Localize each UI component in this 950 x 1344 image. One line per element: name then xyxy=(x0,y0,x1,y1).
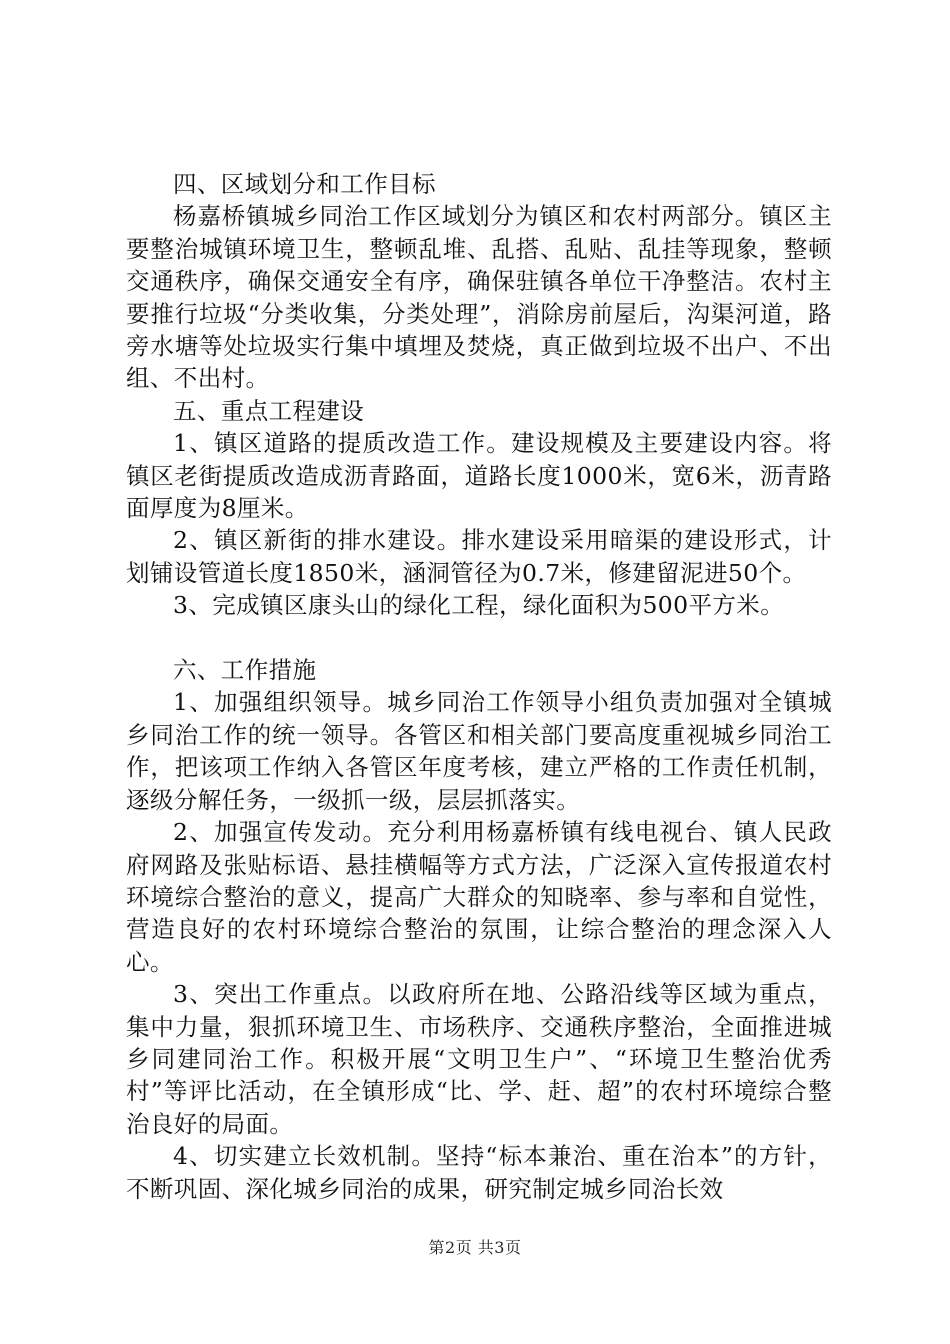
blank-line xyxy=(126,622,832,654)
body-paragraph: 2、镇区新街的排水建设。排水建设采用暗渠的建设形式，计划铺设管道长度1850米，涵洞管径为0.7米，修建留泥进50个。 xyxy=(126,526,832,587)
body-paragraph: 4、切实建立长效机制。坚持“标本兼治、重在治本”的方针，不断巩固、深化城乡同治的成果，研究制定城乡同治长效 xyxy=(126,1142,832,1203)
body-paragraph: 3、完成镇区康头山的绿化工程，绿化面积为500平方米。 xyxy=(173,591,785,620)
section-heading-4: 四、区域划分和工作目标 xyxy=(173,170,436,198)
body-paragraph: 杨嘉桥镇城乡同治工作区域划分为镇区和农村两部分。镇区主要整治城镇环境卫生，整顿乱堆、乱搭、乱贴、乱挂等现象，整顿交通秩序，确保交通安全有序，确保驻镇各单位干净整洁。农村主要推行垃圾“分类收集，分类处理”，消除房前屋后，沟渠河道，路旁水塘等处垃圾实行集中填埋及焚烧，真正做到垃圾不出户、不出组、不出村。 xyxy=(126,202,832,393)
body-paragraph: 1、镇区道路的提质改造工作。建设规模及主要建设内容。将镇区老街提质改造成沥青路面，道路长度1000米，宽6米，沥青路面厚度为8厘米。 xyxy=(126,429,832,523)
section-heading-5: 五、重点工程建设 xyxy=(173,396,365,425)
section-heading-6: 六、工作措施 xyxy=(173,656,317,685)
body-paragraph: 2、加强宣传发动。充分利用杨嘉桥镇有线电视台、镇人民政府网路及张贴标语、悬挂横幅等方式方法，广泛深入宣传报道农村环境综合整治的意义，提高广大群众的知晓率、参与率和自觉性，营造良好的农村环境综合整治的氛围，让综合整治的理念深入人心。 xyxy=(126,818,832,976)
document-body xyxy=(126,168,832,1205)
body-paragraph: 1、加强组织领导。城乡同治工作领导小组负责加强对全镇城乡同治工作的统一领导。各管区和相关部门要高度重视城乡同治工作，把该项工作纳入各管区年度考核，建立严格的工作责任机制，逐级分解任务，一级抓一级，层层抓落实。 xyxy=(126,688,832,814)
body-paragraph: 3、突出工作重点。以政府所在地、公路沿线等区域为重点，集中力量，狠抓环境卫生、市场秩序、交通秩序整治，全面推进城乡同建同治工作。积极开展“文明卫生户”、“环境卫生整治优秀村”等评比活动，在全镇形成“比、学、赶、超”的农村环境综合整治良好的局面。 xyxy=(126,980,832,1138)
page-number-footer: 第2页 共3页 xyxy=(428,1238,522,1257)
